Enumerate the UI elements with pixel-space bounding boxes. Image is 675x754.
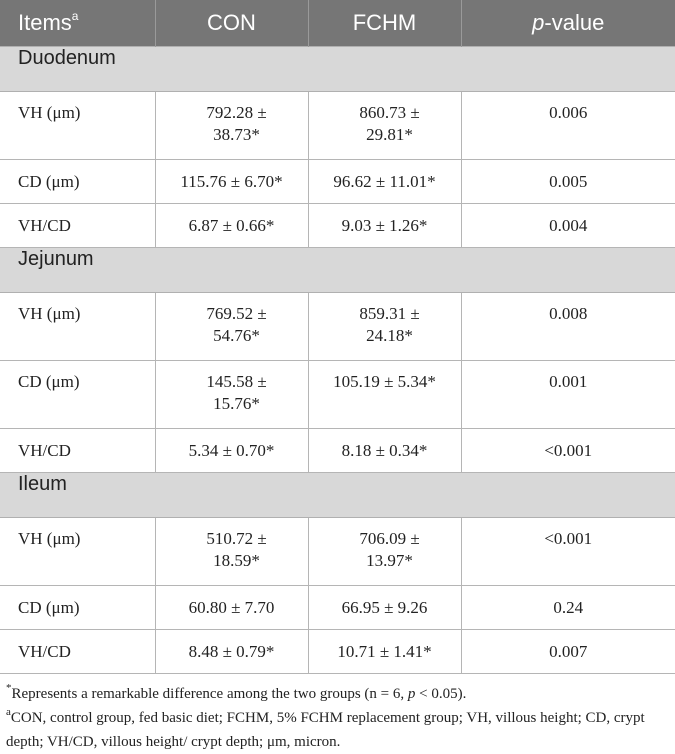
row-pvalue: 0.001 (461, 360, 675, 428)
table-body (0, 46, 675, 673)
table-row (0, 360, 675, 428)
section-row-jejunum (0, 247, 675, 292)
row-con: 510.72 ± 18.59* (155, 517, 308, 585)
row-fchm: 859.31 ± 24.18* (308, 292, 461, 360)
row-pvalue: <0.001 (461, 428, 675, 472)
row-con: 8.48 ± 0.79* (155, 629, 308, 673)
header-pvalue-p: p (532, 9, 545, 35)
table-row (0, 629, 675, 673)
section-label: Jejunum (0, 247, 675, 292)
row-fchm: 96.62 ± 11.01* (308, 159, 461, 203)
row-pvalue: 0.004 (461, 203, 675, 247)
row-pvalue: 0.005 (461, 159, 675, 203)
table-row (0, 585, 675, 629)
row-fchm: 66.95 ± 9.26 (308, 585, 461, 629)
section-label: Duodenum (0, 46, 675, 91)
row-fchm: 8.18 ± 0.34* (308, 428, 461, 472)
row-fchm: 9.03 ± 1.26* (308, 203, 461, 247)
row-pvalue: 0.24 (461, 585, 675, 629)
table-row (0, 517, 675, 585)
table-row (0, 159, 675, 203)
row-fchm: 10.71 ± 1.41* (308, 629, 461, 673)
row-item: VH (μm) (0, 292, 155, 360)
row-fchm: 706.09 ± 13.97* (308, 517, 461, 585)
row-item: VH/CD (0, 203, 155, 247)
row-con: 6.87 ± 0.66* (155, 203, 308, 247)
table-header (0, 0, 675, 46)
header-fchm: FCHM (308, 0, 461, 46)
header-items-sup: a (71, 9, 79, 24)
row-fchm: 105.19 ± 5.34* (308, 360, 461, 428)
row-con: 5.34 ± 0.70* (155, 428, 308, 472)
row-con: 145.58 ± 15.76* (155, 360, 308, 428)
row-con: 115.76 ± 6.70* (155, 159, 308, 203)
table-row (0, 292, 675, 360)
table-row (0, 203, 675, 247)
row-item: VH/CD (0, 629, 155, 673)
row-con: 792.28 ± 38.73* (155, 91, 308, 159)
row-item: CD (μm) (0, 585, 155, 629)
table-footnotes (0, 674, 675, 754)
header-pvalue-rest: -value (544, 9, 605, 35)
row-pvalue: 0.007 (461, 629, 675, 673)
row-item: CD (μm) (0, 360, 155, 428)
row-pvalue: <0.001 (461, 517, 675, 585)
row-fchm: 860.73 ± 29.81* (308, 91, 461, 159)
footnote-star: *Represents a remarkable difference among the two groups (n = 6, p < 0.05). (6, 681, 467, 702)
section-label: Ileum (0, 472, 675, 517)
footnote-a: $^a$CON, control group, fed basic diet; FCHM, 5% FCHM replacement group; VH, villous height; CD, crypt depth; VH/CD, villous height/ crypt depth; μm, micron. (6, 705, 645, 750)
header-pvalue (461, 0, 675, 46)
row-item: VH (μm) (0, 91, 155, 159)
section-row-ileum (0, 472, 675, 517)
row-item: VH/CD (0, 428, 155, 472)
section-row-duodenum (0, 46, 675, 91)
row-pvalue: 0.006 (461, 91, 675, 159)
table-row (0, 91, 675, 159)
table-row (0, 428, 675, 472)
row-item: VH (μm) (0, 517, 155, 585)
row-item: CD (μm) (0, 159, 155, 203)
row-pvalue: 0.008 (461, 292, 675, 360)
header-con: CON (155, 0, 308, 46)
header-items (0, 0, 155, 46)
header-items-label: Items (18, 9, 72, 35)
row-con: 769.52 ± 54.76* (155, 292, 308, 360)
row-con: 60.80 ± 7.70 (155, 585, 308, 629)
